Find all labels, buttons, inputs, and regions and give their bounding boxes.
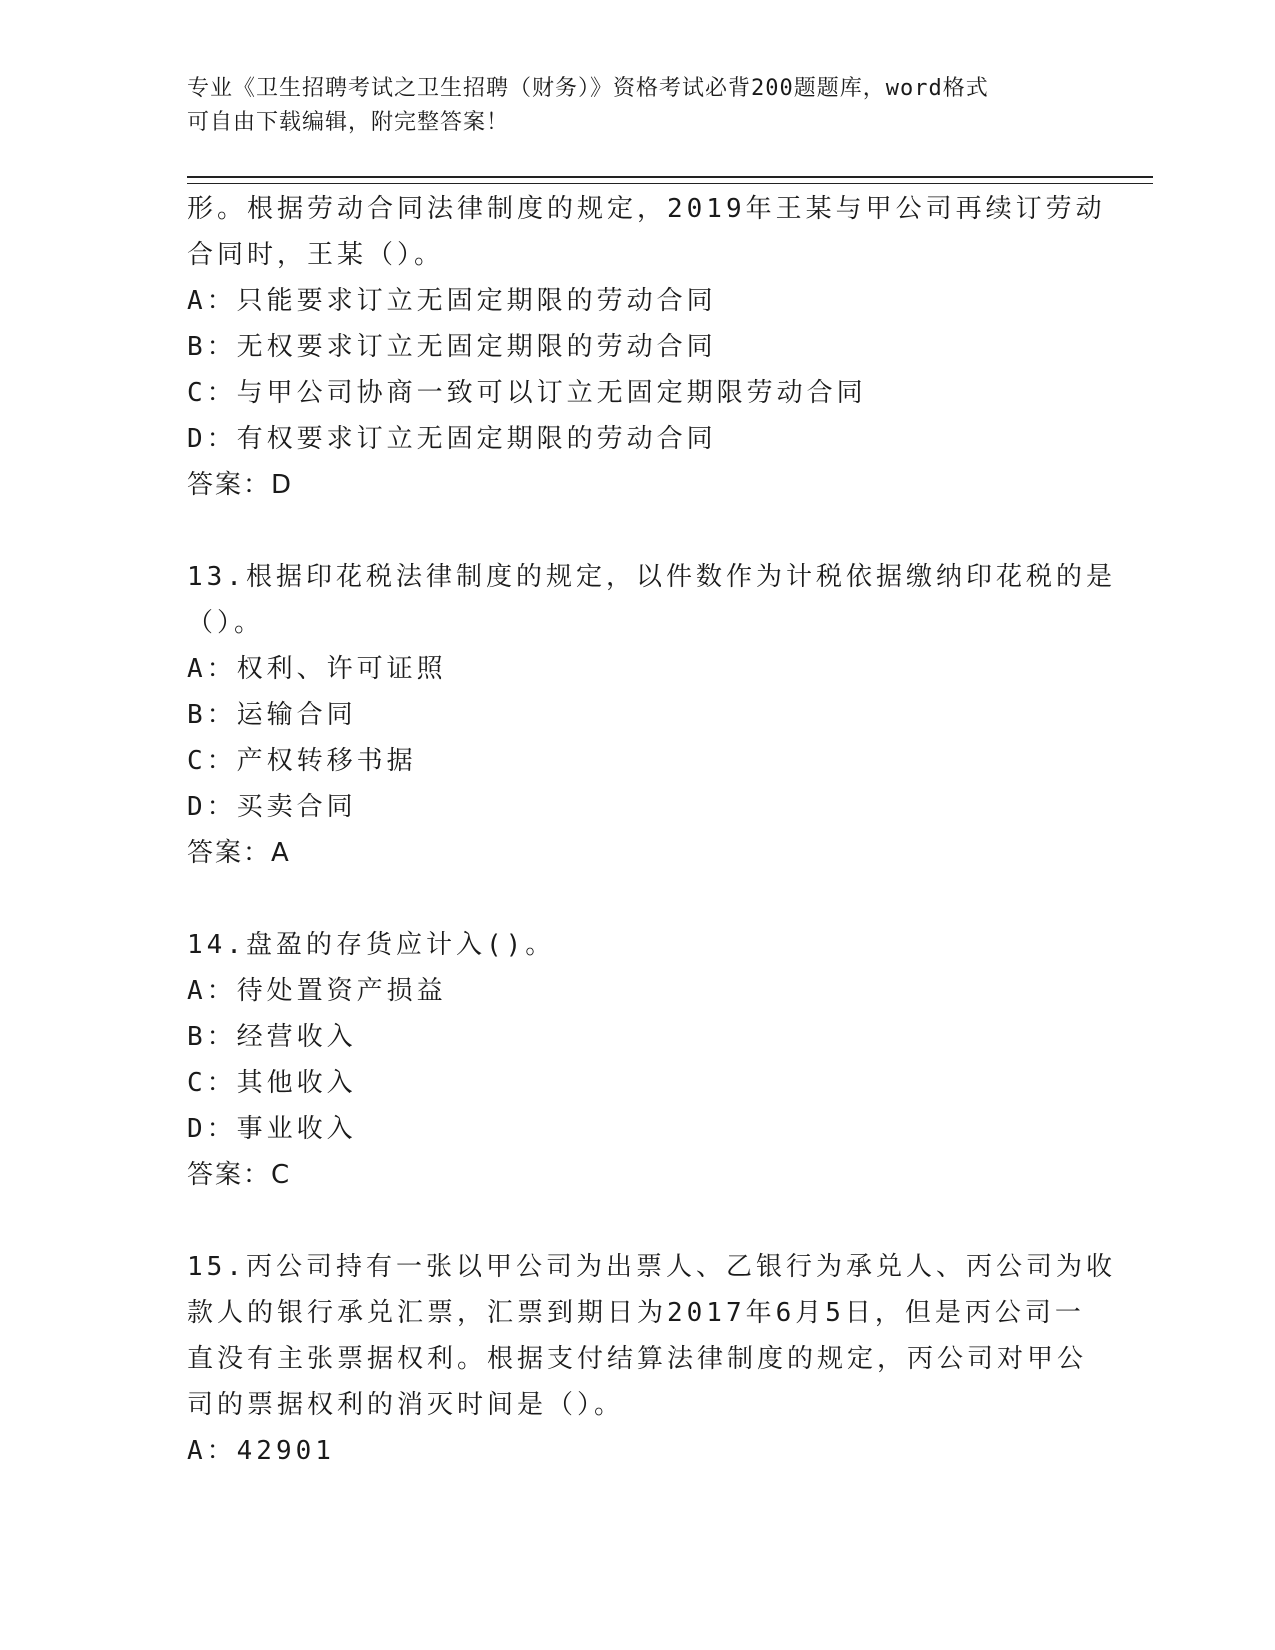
spacer: [187, 508, 1087, 554]
option-c: C：产权转移书据: [187, 746, 417, 776]
spacer: [187, 1198, 1087, 1244]
answer-line: 答案：C: [187, 1160, 292, 1190]
question-text-line: 13.根据印花税法律制度的规定，以件数作为计税依据缴纳印花税的是: [187, 562, 1116, 592]
option-b: B：运输合同: [187, 700, 357, 730]
spacer: [187, 876, 1087, 922]
option-c: C：其他收入: [187, 1068, 357, 1098]
question-text-line: （）。: [187, 608, 265, 638]
answer-line: 答案：A: [187, 838, 291, 868]
question-text-line: 14.盘盈的存货应计入()。: [187, 930, 556, 960]
option-a: A：只能要求订立无固定期限的劳动合同: [187, 286, 717, 316]
option-c: C：与甲公司协商一致可以订立无固定期限劳动合同: [187, 378, 867, 408]
question-list: [187, 186, 1116, 1474]
option-a: A：权利、许可证照: [187, 654, 447, 684]
question-text-line: 合同时，王某（）。: [187, 240, 445, 270]
question-text-line: 15.丙公司持有一张以甲公司为出票人、乙银行为承兑人、丙公司为收: [187, 1252, 1116, 1282]
option-d: D：买卖合同: [187, 792, 357, 822]
question-13: [187, 554, 1116, 876]
question-14: [187, 922, 1087, 1198]
option-d: D：事业收入: [187, 1114, 357, 1144]
header-line-2: 可自由下载编辑，附完整答案！: [187, 110, 510, 135]
header-line-1: 专业《卫生招聘考试之卫生招聘（财务）》资格考试必背200题题库，word格式: [187, 76, 989, 101]
answer-line: 答案：D: [187, 470, 294, 500]
option-d: D：有权要求订立无固定期限的劳动合同: [187, 424, 717, 454]
question-15: [187, 1244, 1116, 1474]
document-header: [187, 72, 1087, 140]
option-b: B：无权要求订立无固定期限的劳动合同: [187, 332, 717, 362]
question-text-line: 司的票据权利的消灭时间是（）。: [187, 1390, 625, 1420]
option-b: B：经营收入: [187, 1022, 357, 1052]
header-rule-thin: [187, 183, 1153, 184]
question-text-line: 形。根据劳动合同法律制度的规定，2019年王某与甲公司再续订劳动: [187, 194, 1106, 224]
question-12: [187, 186, 1106, 508]
option-a: A：42901: [187, 1436, 335, 1466]
header-rule-thick: [187, 176, 1153, 178]
question-text-line: 直没有主张票据权利。根据支付结算法律制度的规定，丙公司对甲公: [187, 1344, 1088, 1374]
question-text-line: 款人的银行承兑汇票，汇票到期日为2017年6月5日，但是丙公司一: [187, 1298, 1085, 1328]
option-a: A：待处置资产损益: [187, 976, 447, 1006]
